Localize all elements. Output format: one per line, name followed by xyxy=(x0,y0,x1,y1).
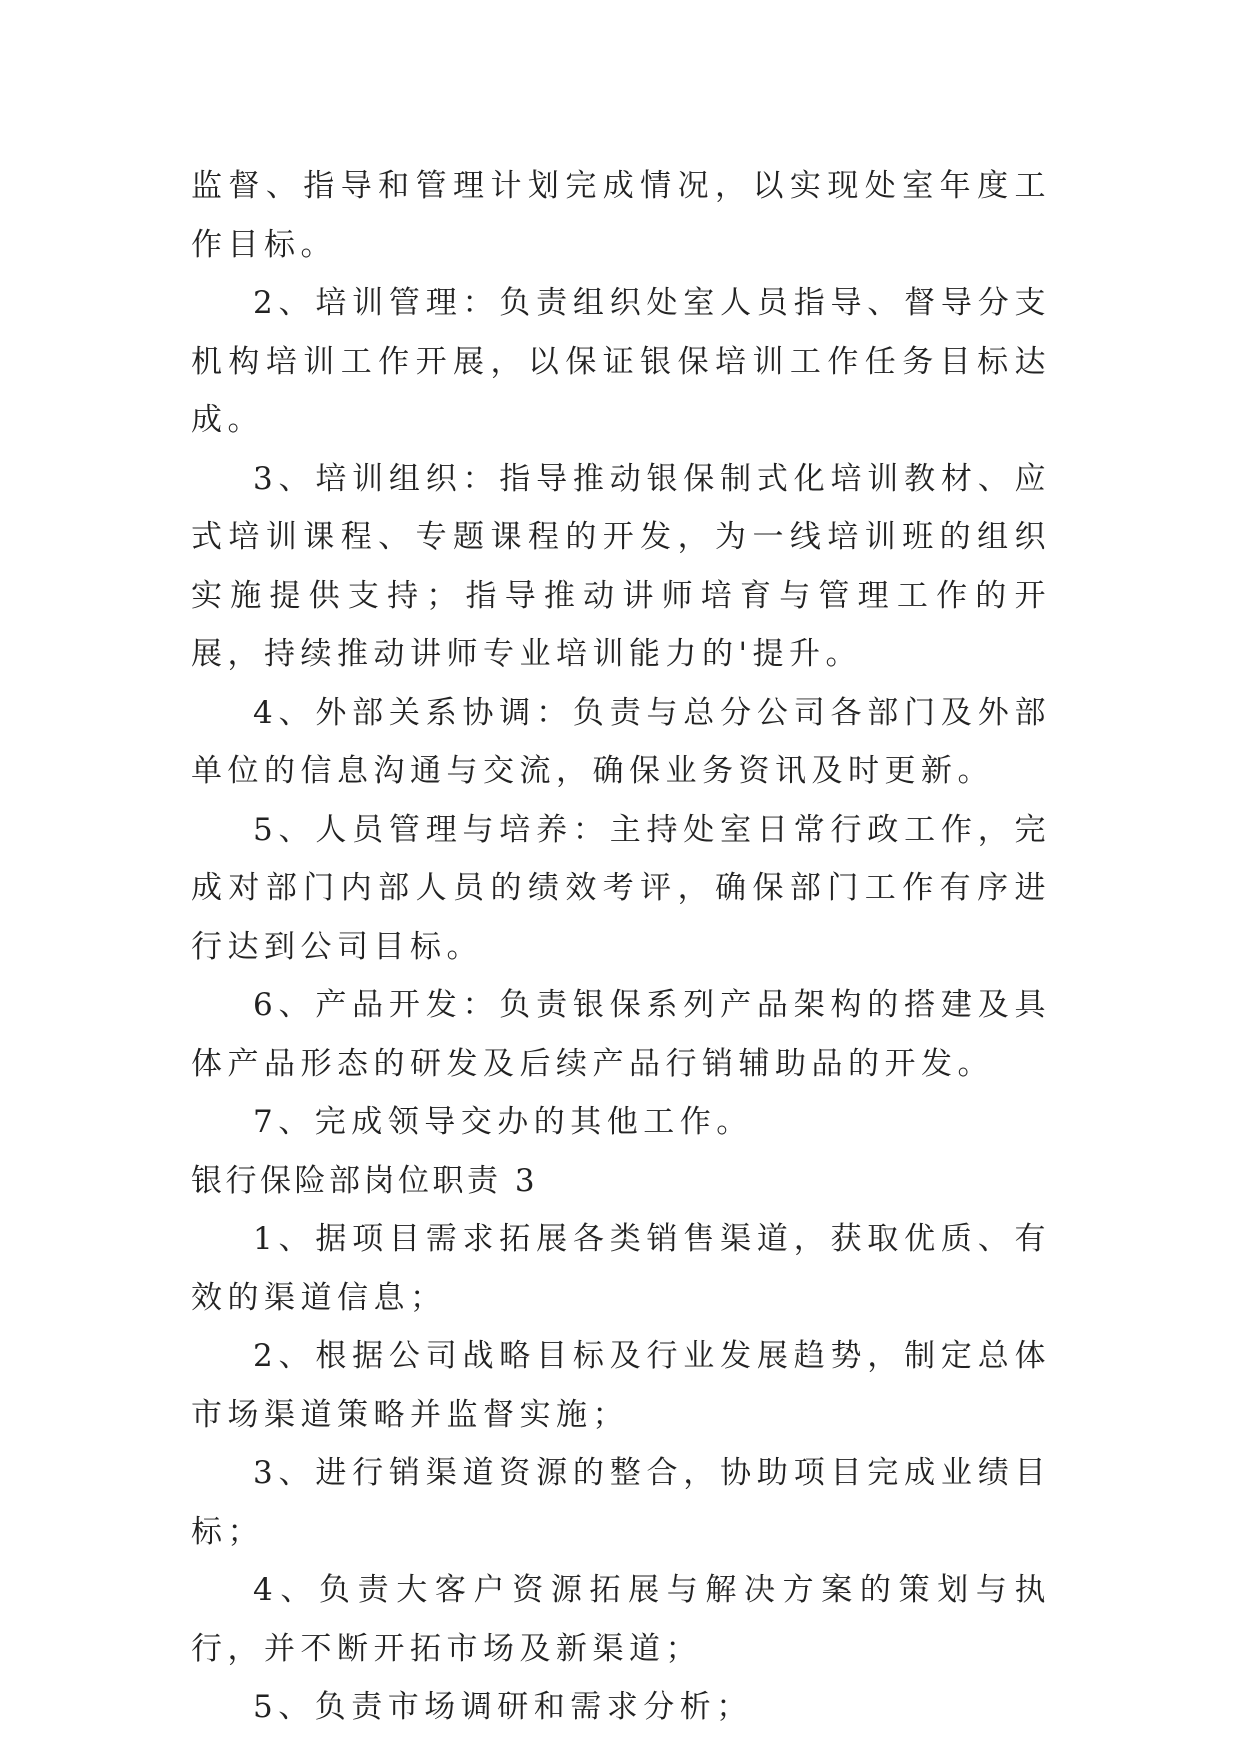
paragraph-item-6-product-development: 6、产品开发：负责银保系列产品架构的搭建及具体产品形态的研发及后续产品行销辅助品的开发。 xyxy=(191,987,1051,1082)
paragraph-item-5-market-research: 5、负责市场调研和需求分析； xyxy=(253,1689,753,1725)
document-body xyxy=(191,157,1051,1737)
paragraph-item-2-training-management: 2、培训管理：负责组织处室人员指导、督导分支机构培训工作开展，以保证银保培训工作任务目标达成。 xyxy=(191,285,1051,438)
paragraph-item-3-training-organization: 3、培训组织：指导推动银保制式化培训教材、应式培训课程、专题课程的开发，为一线培训班的组织实施提供支持；指导推动讲师培育与管理工作的开展，持续推动讲师专业培训能力的'提升。 xyxy=(191,460,1051,672)
paragraph-item-4-key-accounts: 4、负责大客户资源拓展与解决方案的策划与执行，并不断开拓市场及新渠道； xyxy=(191,1572,1051,1667)
paragraph-item-1-channels: 1、据项目需求拓展各类销售渠道，获取优质、有效的渠道信息； xyxy=(191,1221,1051,1316)
paragraph-item-4-external-relations: 4、外部关系协调：负责与总分公司各部门及外部单位的信息沟通与交流，确保业务资讯及时更新。 xyxy=(191,694,1051,789)
paragraph-item-2-strategy: 2、根据公司战略目标及行业发展趋势，制定总体市场渠道策略并监督实施； xyxy=(191,1338,1051,1433)
paragraph-item-7-other-work: 7、完成领导交办的其他工作。 xyxy=(253,1104,753,1140)
paragraph-item-5-staff-management: 5、人员管理与培养：主持处室日常行政工作，完成对部门内部人员的绩效考评，确保部门工作有序进行达到公司目标。 xyxy=(191,811,1051,965)
section-heading: 银行保险部岗位职责 3 xyxy=(191,1162,539,1199)
paragraph-continuation: 监督、指导和管理计划完成情况，以实现处室年度工作目标。 xyxy=(191,168,1051,263)
paragraph-item-3-resources: 3、进行销渠道资源的整合，协助项目完成业绩目标； xyxy=(191,1455,1051,1550)
